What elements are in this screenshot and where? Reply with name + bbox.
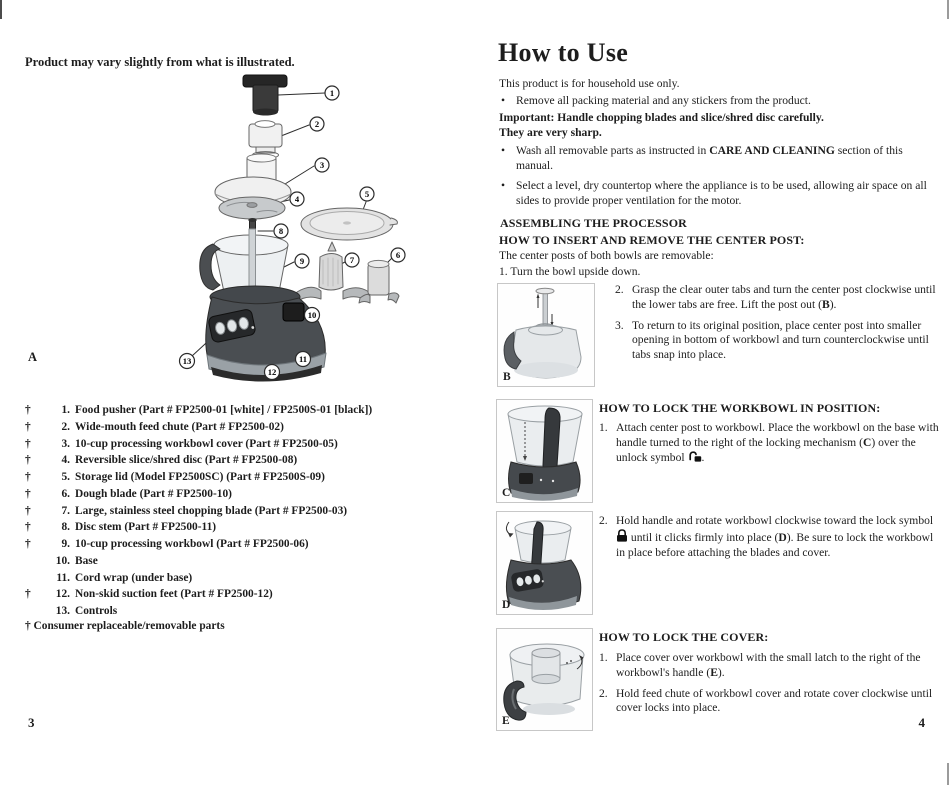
figure-ref-e: E [710,665,718,679]
figure-ref-d: D [778,530,787,544]
svg-text:10: 10 [307,310,317,320]
part-number: 2. [61,420,70,433]
parts-list-item [25,570,470,587]
lock-workbowl-step-2-block [599,514,941,566]
bullet-glyph: • [501,144,506,157]
bullet-glyph: • [501,94,506,107]
center-post-step-1: 1. Turn the bowl upside down. [499,265,641,278]
part-storage-lid [301,208,397,240]
part-dagger: † [25,504,31,517]
exploded-diagram-svg [115,66,460,388]
figure-e-image [496,628,593,731]
scan-mark-bottom-right [947,763,949,785]
center-post-steps [615,283,941,369]
part-text: Storage lid (Model FP2500SC) (Part # FP2500S-09) [75,471,325,483]
parts-list-item [25,553,470,570]
part-text: Reversible slice/shred disc (Part # FP2500-08) [75,454,298,467]
parts-list-item [25,452,470,469]
part-text: Food pusher (Part # FP2500-01 [white] / FP2500S-01 [black]) [75,404,373,416]
part-number: 5. [61,471,70,483]
center-post-step-2: 2. Grasp the clear outer tabs and turn the center post clockwise until the lower tabs are free. Lift the post out (B). [615,283,936,311]
page-number-left: 3 [28,715,35,730]
parts-list-item [25,469,470,486]
svg-text:6: 6 [395,250,401,260]
figure-b-image [497,283,595,387]
svg-text:5: 5 [364,189,370,199]
svg-text:4: 4 [294,194,300,204]
parts-list-item [25,519,470,536]
lock-workbowl-heading: HOW TO LOCK THE WORKBOWL IN POSITION: [599,401,881,415]
part-text: Dough blade (Part # FP2500-10) [75,487,232,500]
svg-text:12: 12 [267,367,277,377]
parts-list-item [25,536,470,553]
svg-text:11: 11 [298,354,308,364]
svg-text:1: 1 [329,88,335,98]
care-cleaning-ref: CARE AND CLEANING [709,144,835,157]
scan-mark-top-left [0,0,2,19]
callout-6 [391,248,405,262]
part-dagger: † [25,404,31,416]
callout-13 [180,354,195,369]
lock-cover-step-1: 1. Place cover over workbowl with the small latch to the right of the workbowl's handle (E). [599,651,921,679]
center-post-intro: The center posts of both bowls are removable: [499,249,714,262]
page-number-right: 4 [918,715,925,730]
bullet-item-packing: • Remove all packing material and any stickers from the product. [501,94,811,107]
lock-cover-step-2: 2. Hold feed chute of workbowl cover and rotate cover clockwise until cover locks into place. [599,686,933,715]
callout-7 [345,253,359,267]
part-dagger: † [25,420,31,433]
part-feed-chute [249,121,282,159]
part-number: 1. [61,404,70,416]
part-text: Controls [75,605,118,617]
callout-9 [295,254,309,268]
parts-list [25,402,470,620]
part-number: 7. [61,504,70,517]
bullet-item-countertop: • Select a level, dry countertop where the appliance is to be used, allowing air space on all sides to provide proper ventilation for the motor. [501,179,927,207]
part-dagger: † [25,437,31,450]
figure-d-letter: D [502,599,511,611]
figure-d-illustration [497,512,592,614]
part-text: Large, stainless steel chopping blade (Part # FP2500-03) [75,504,348,517]
part-text: Cord wrap (under base) [75,571,193,584]
page-title: How to Use [498,38,629,67]
callout-1 [325,86,339,100]
center-post-step-3: 3. To return to its original position, place center post into smaller opening in bottom of workbowl and turn counterclockwise until tabs snap into place. [615,318,929,362]
part-slice-shred-disc [219,197,285,219]
parts-list-item [25,603,470,620]
callout-8 [274,224,288,238]
parts-list-item [25,486,470,503]
svg-text:3: 3 [319,160,325,170]
figure-c-image [496,399,593,503]
part-chopping-blade [296,242,369,302]
svg-text:2: 2 [314,119,320,129]
svg-text:9: 9 [299,256,305,266]
part-text: Disc stem (Part # FP2500-11) [75,521,217,534]
figure-a-label: A [28,350,38,364]
lock-workbowl-step-2: 2. Hold handle and rotate workbowl clockwise toward the lock symbol until it clicks firmly into place (D). Be sure to lock the workbowl in place before attaching the blades and cover. [599,514,934,559]
figure-c-letter: C [502,487,511,499]
bullet-glyph: • [501,179,506,192]
parts-list-item [25,586,470,603]
callout-10 [305,308,320,323]
parts-list-item [25,503,470,520]
parts-list-item [25,419,470,436]
part-dagger: † [25,538,31,550]
part-dagger: † [25,521,31,534]
part-dagger [25,570,42,587]
part-dagger [25,553,42,570]
figure-e-illustration [497,629,592,730]
important-note: Important: Handle chopping blades and slice/shred disc carefully. They are very sharp. [499,111,824,139]
part-number: 9. [61,538,70,550]
part-text: 10-cup processing workbowl (Part # FP2500-06) [75,538,309,550]
figure-d-image [496,511,593,615]
product-variation-note: Product may vary slightly from what is illustrated. [25,54,295,69]
parts-list-item [25,402,470,419]
part-dagger: † [25,487,31,500]
figure-ref-b: B [821,297,830,311]
callout-5 [360,187,374,201]
part-number: 4. [61,454,70,467]
center-post-heading: HOW TO INSERT AND REMOVE THE CENTER POST: [499,233,805,247]
callout-12 [265,365,280,380]
figure-ref-c: C [862,435,872,449]
figure-e-letter: E [502,715,510,727]
part-number: 10. [55,554,70,567]
assembling-heading: ASSEMBLING THE PROCESSOR [500,216,687,230]
part-number: 13. [55,605,70,617]
part-text: Wide-mouth feed chute (Part # FP2500-02) [75,420,284,433]
part-text: 10-cup processing workbowl cover (Part # FP2500-05) [75,437,338,450]
lock-workbowl-section [599,401,941,471]
svg-text:7: 7 [349,255,355,265]
bullet-item-wash: • Wash all removable parts as instructed in CARE AND CLEANING section of this manual. [501,144,903,172]
lock-cover-heading: HOW TO LOCK THE COVER: [599,630,769,644]
lock-icon [616,529,628,542]
lock-workbowl-step-1: 1. Attach center post to workbowl. Place the workbowl on the base with handle turned to the right of the locking mechanism (C) over the unlock symbol . [599,421,939,464]
part-number: 6. [61,487,70,500]
part-number: 11. [56,571,70,584]
exploded-diagram [115,66,460,388]
part-dough-blade [359,260,399,303]
parts-list-item [25,436,470,453]
callout-2 [310,117,324,131]
part-text: Base [75,554,98,567]
part-dagger: † [25,471,31,483]
scan-mark-top-right [947,0,949,19]
unlock-icon [688,451,702,462]
callout-11 [296,352,311,367]
lock-cover-section [599,630,941,722]
part-number: 3. [61,437,70,450]
figure-b-illustration [498,284,594,386]
part-number: 8. [61,521,70,534]
figure-c-illustration [497,400,592,502]
replaceable-parts-footnote: † Consumer replaceable/removable parts [25,620,225,632]
callout-4 [290,192,304,206]
part-dagger: † [25,588,31,601]
part-dagger: † [25,454,31,467]
svg-text:8: 8 [278,226,284,236]
svg-text:13: 13 [182,356,192,366]
part-number: 12. [55,588,70,601]
callout-3 [315,158,329,172]
part-text: Non-skid suction feet (Part # FP2500-12) [75,588,273,601]
figure-b-letter: B [503,371,511,383]
part-dagger [25,603,42,620]
intro-text: This product is for household use only. [499,77,680,90]
